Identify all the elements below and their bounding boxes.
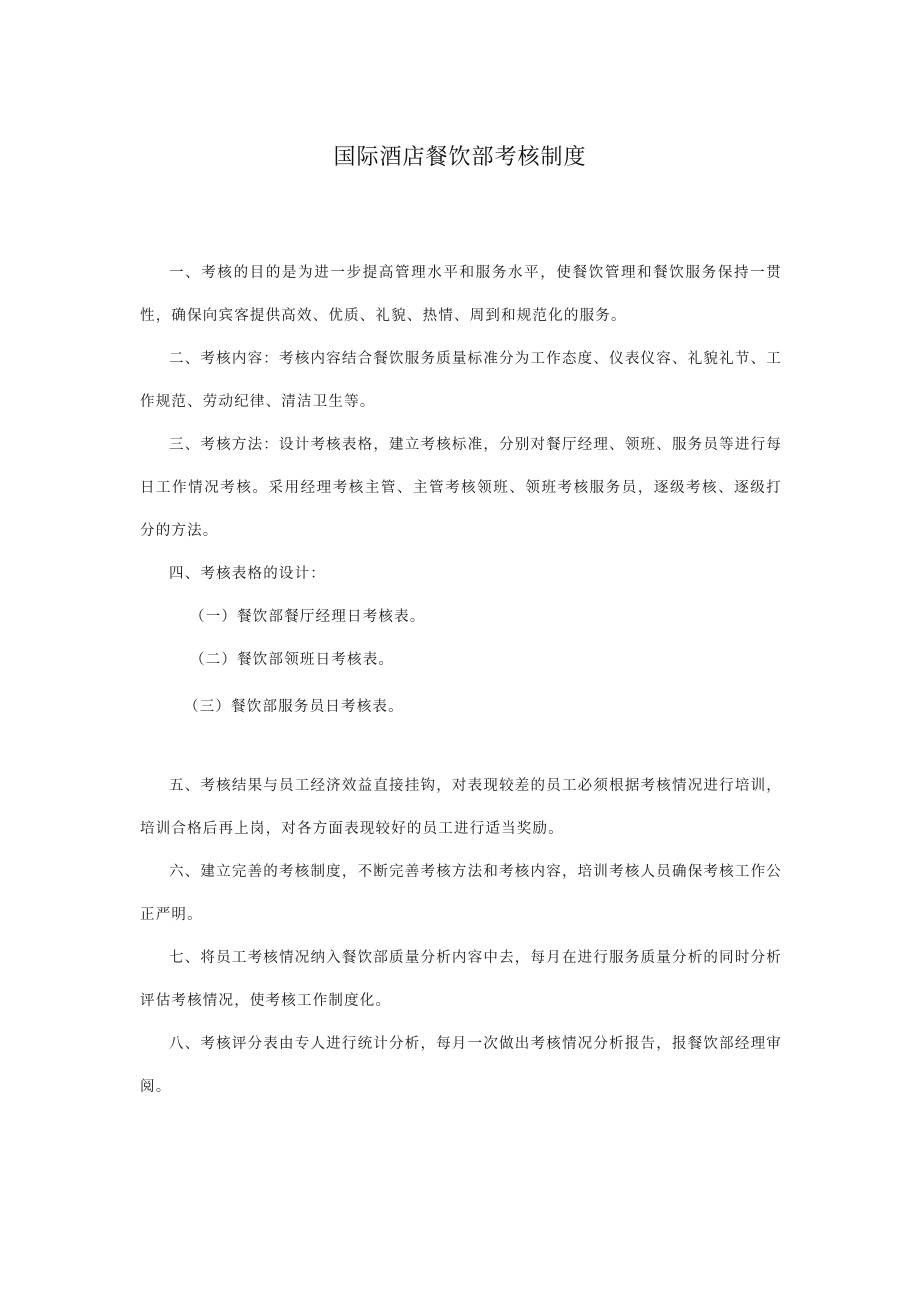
document-title: 国际酒店餐饮部考核制度 bbox=[333, 145, 587, 170]
paragraph-results: 五、考核结果与员工经济效益直接挂钩，对表现较差的员工必须根据考核情况进行培训，培训合格后再上岗，对各方面表现较好的员工进行适当奖励。 bbox=[140, 778, 782, 837]
paragraph-analysis: 七、将员工考核情况纳入餐饮部质量分析内容中去，每月在进行服务质量分析的同时分析评估考核情况，使考核工作制度化。 bbox=[140, 950, 782, 1009]
paragraph-system: 六、建立完善的考核制度，不断完善考核方法和考核内容，培训考核人员确保考核工作公正严明。 bbox=[140, 864, 782, 923]
paragraph-form-design: 四、考核表格的设计： bbox=[169, 566, 326, 582]
sub-item-manager-form: （一）餐饮部餐厅经理日考核表。 bbox=[190, 609, 426, 625]
document-body bbox=[140, 252, 782, 1109]
paragraph-purpose: 一、考核的目的是为进一步提高管理水平和服务水平，使餐饮管理和餐饮服务保持一贯性，确保向宾客提供高效、优质、礼貌、热情、周到和规范化的服务。 bbox=[140, 265, 782, 324]
paragraph-method: 三、考核方法：设计考核表格，建立考核标准，分别对餐厅经理、领班、服务员等进行每日工作情况考核。采用经理考核主管、主管考核领班、领班考核服务员，逐级考核、逐级打分的方法。 bbox=[140, 437, 782, 539]
paragraph-statistics: 八、考核评分表由专人进行统计分析，每月一次做出考核情况分析报告，报餐饮部经理审阅。 bbox=[140, 1036, 782, 1095]
sub-item-waiter-form: （三）餐饮部服务员日考核表。 bbox=[184, 699, 404, 715]
paragraph-content: 二、考核内容：考核内容结合餐饮服务质量标准分为工作态度、仪表仪容、礼貌礼节、工作规范、劳动纪律、清洁卫生等。 bbox=[140, 351, 782, 410]
sub-item-supervisor-form: （二）餐饮部领班日考核表。 bbox=[190, 652, 395, 668]
